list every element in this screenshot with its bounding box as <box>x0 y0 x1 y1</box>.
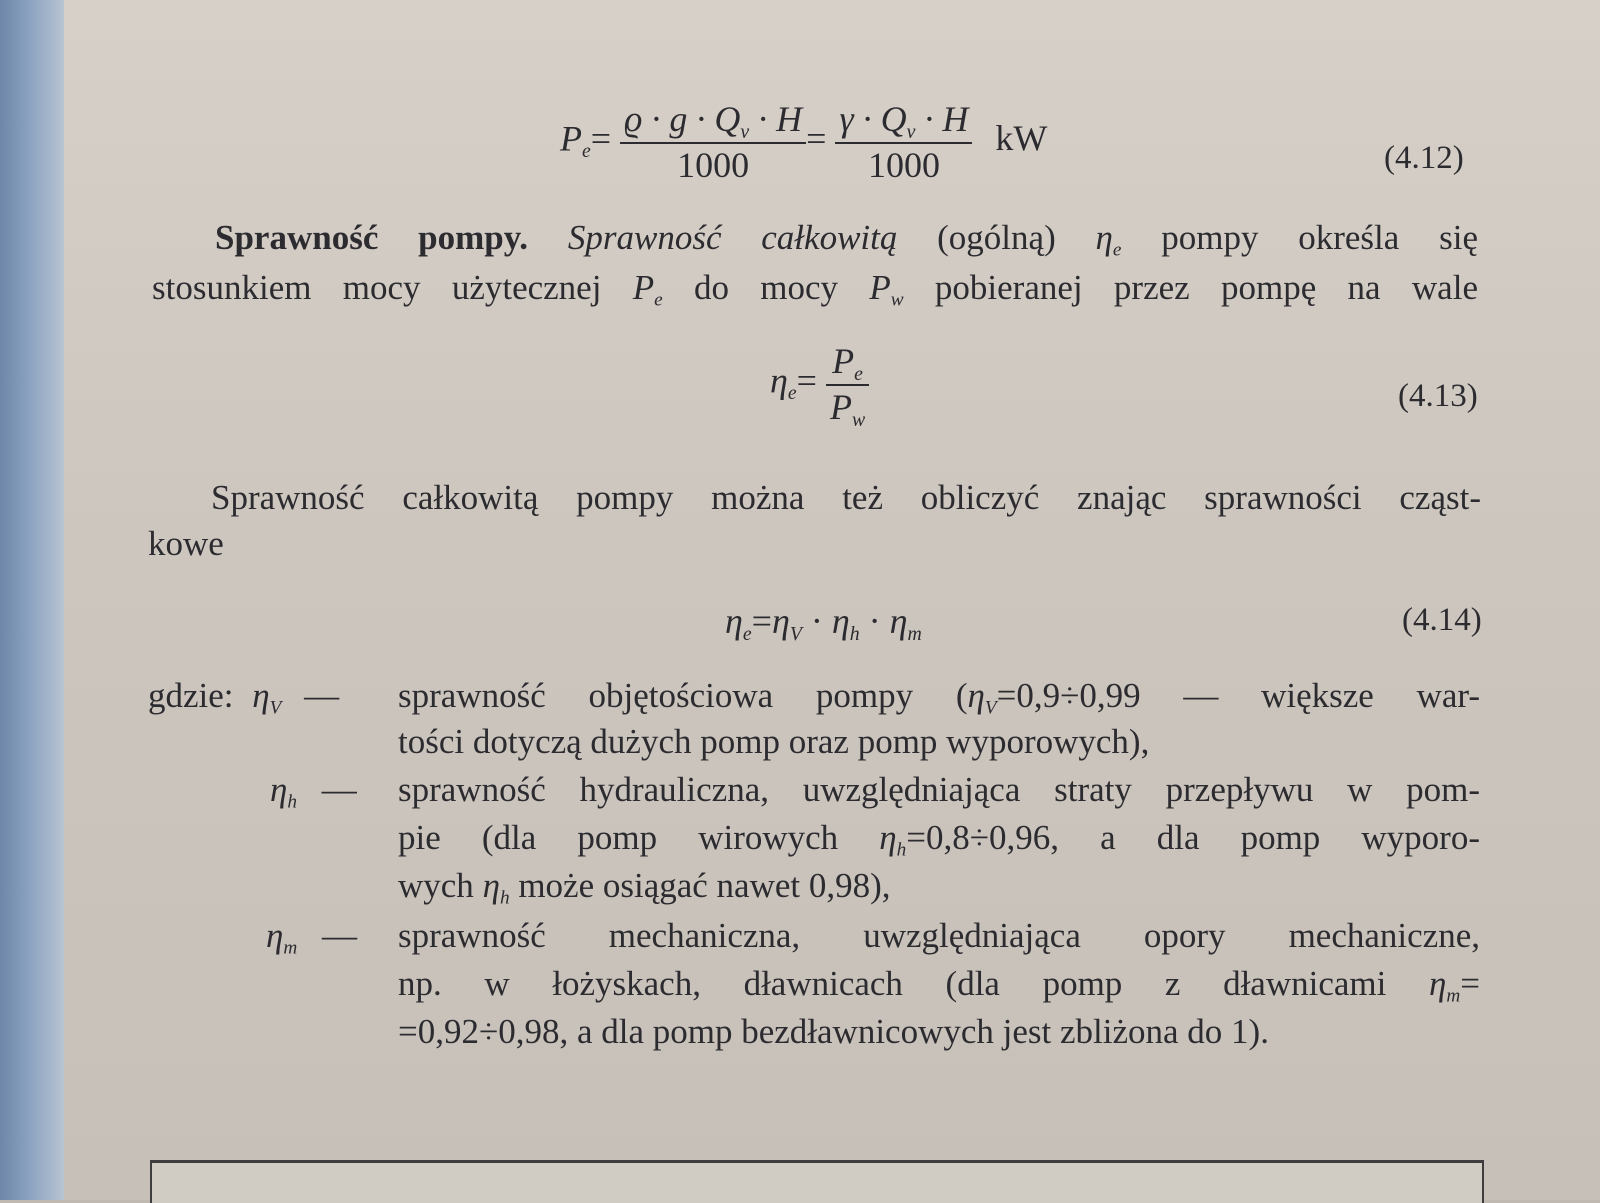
definition-mechanical-line3: =0,92÷0,98, a dla pomp bezdławnicowych jest zbliżona do 1). <box>398 1012 1269 1051</box>
fraction-power-2: $\frac{\gamma \cdot Q_v \cdot H}{1000}$ <box>835 98 972 186</box>
section-heading: Sprawność pompy. <box>215 218 529 257</box>
equation-4-14: $\eta_e=\eta_V \cdot \eta_h \cdot \eta_m$ <box>725 601 922 645</box>
definition-hydraulic-line3: wych $\eta_h$ może osiągać nawet 0,98), <box>398 866 891 909</box>
paragraph-partial-line2: kowe <box>148 524 224 563</box>
book-spine-edge <box>0 0 64 1200</box>
definition-mechanical-line1: sprawność mechaniczna, uwzględniająca opory mechaniczne, <box>398 916 1480 955</box>
equation-number-4-12: (4.12) <box>1384 140 1464 176</box>
equation-4-13: $\eta_e=$ $\frac{P_e}{P_w}$ <box>770 340 869 428</box>
definition-volumetric-line2: tości dotyczą dużych pomp oraz pomp wyporowych), <box>398 722 1150 761</box>
paragraph-partial-line1: Sprawność całkowitą pompy można też obliczyć znając sprawności cząst- <box>211 478 1481 517</box>
definition-hydraulic-symbol: $\eta_h$ — <box>270 770 357 813</box>
definition-volumetric-line1: sprawność objętościowa pompy ($\eta_V=0,9\div 0,99$ — większe war- <box>398 676 1480 719</box>
equation-number-4-14: (4.14) <box>1402 602 1482 638</box>
paragraph-efficiency-line2: stosunkiem mocy użytecznej $P_e$ do mocy $P_w$ pobieranej przez pompę na wale <box>152 268 1478 311</box>
definition-mechanical-symbol: $\eta_m$ — <box>266 916 358 959</box>
equation-number-4-13: (4.13) <box>1398 378 1478 414</box>
definition-hydraulic-line1: sprawność hydrauliczna, uwzględniająca straty przepływu w pom- <box>398 770 1480 809</box>
fraction-efficiency: $\frac{P_e}{P_w}$ <box>826 340 869 428</box>
definition-mechanical-line2: np. w łożyskach, dławnicach (dla pomp z dławnicami $\eta_m=$ <box>398 964 1480 1007</box>
paragraph-efficiency-line1: Sprawność pompy. Sprawność całkowitą (ogólną) $\eta_e$ pompy określa się <box>215 218 1478 261</box>
bottom-frame-box <box>150 1160 1484 1203</box>
unit-label: kW <box>995 118 1048 159</box>
equation-4-12: $P_e=$ $\frac{ϱ \cdot g \cdot Q_v \cdot H}{1000}$ = $\frac{\gamma \cdot Q_v \cdot H}{1000}$ kW <box>560 99 1048 185</box>
definitions-intro: gdzie: $\eta_V$ — <box>148 676 340 719</box>
definition-hydraulic-line2: pie (dla pomp wirowych $\eta_h=0,8\div 0,96$, a dla pomp wyporo- <box>398 818 1480 861</box>
fraction-power-1: $\frac{ϱ \cdot g \cdot Q_v \cdot H}{1000}$ <box>620 98 806 186</box>
